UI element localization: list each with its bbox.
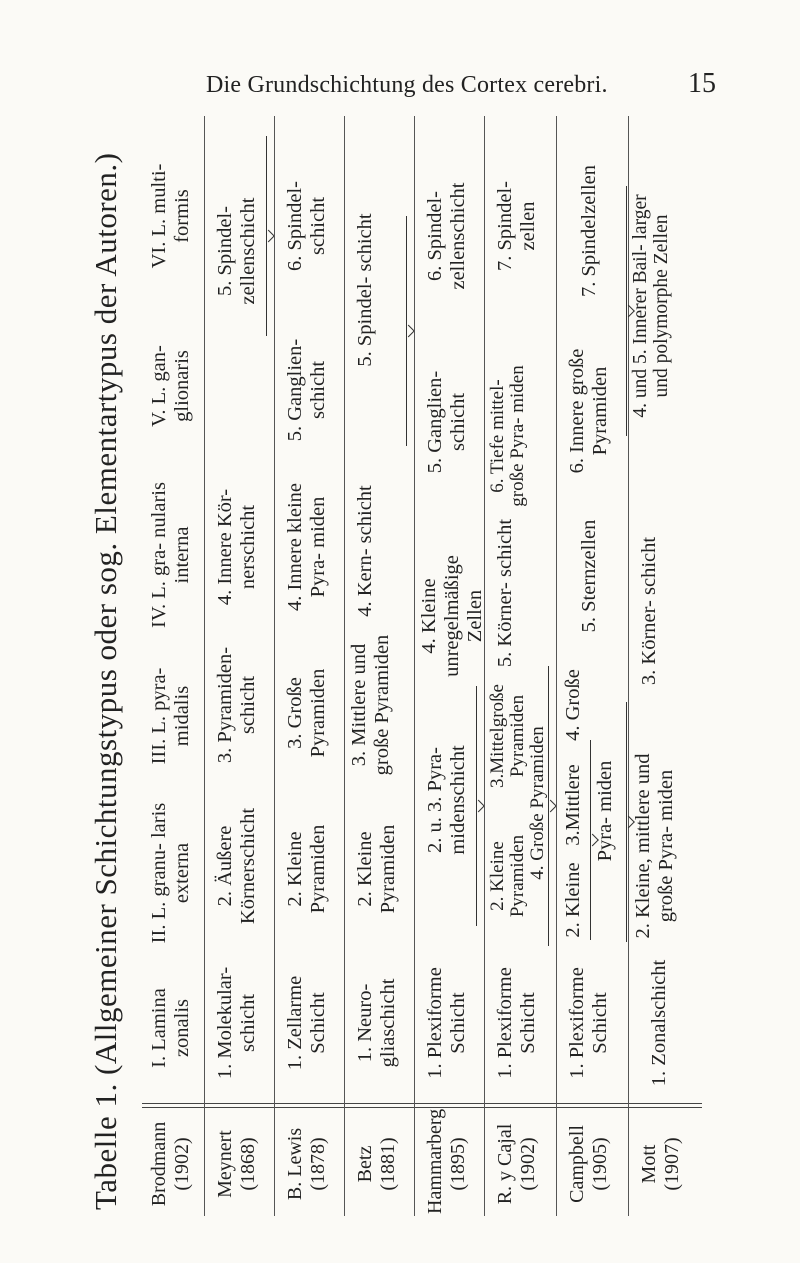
author-name: R. y Cajal <box>494 1123 516 1205</box>
row-separator <box>484 116 485 1216</box>
layer-cell: 2. Äußere Körnerschicht <box>214 807 259 925</box>
row-separator <box>556 116 557 1216</box>
column-divider <box>142 1103 702 1104</box>
layer-cell: 3.Mittelgroße Pyramiden <box>487 684 528 788</box>
layer-cell: 3. Körner- schicht <box>638 536 660 686</box>
layer-cell: V. L. gan- glionaris <box>148 345 193 427</box>
brace <box>548 666 549 946</box>
layer-cell: 2. Kleine Pyramiden <box>487 834 528 918</box>
column-divider <box>142 1107 702 1108</box>
layer-cell: 1. Neuro- gliaschicht <box>354 978 399 1068</box>
layer-cell: 5. Ganglien- schicht <box>424 370 469 474</box>
layer-cell: III. L. pyra- midalis <box>148 667 193 765</box>
author-year: (1868) <box>237 1137 259 1191</box>
author-year: (1902) <box>517 1137 539 1191</box>
author-name: Campbell <box>566 1125 588 1203</box>
page-title: Die Grundschichtung des Cortex cerebri. <box>206 72 608 98</box>
row-separator <box>628 116 629 1216</box>
row-separator <box>344 116 345 1216</box>
brace <box>590 740 591 940</box>
author-year: (1878) <box>307 1137 329 1191</box>
layer-cell: 4. Kern- schicht <box>354 485 376 617</box>
layer-cell: 2. Kleine Pyramiden <box>354 824 399 914</box>
layer-cell: 7. Spindel- zellen <box>494 181 539 271</box>
layer-cell: 6. Innere große Pyramiden <box>566 348 611 474</box>
layer-cell: 6. Spindel- schicht <box>284 181 329 271</box>
author-year: (1881) <box>377 1137 399 1191</box>
brace <box>626 186 627 436</box>
layer-cell: 3. Mittlere und große Pyramiden <box>348 634 393 776</box>
layer-cell: 6. Spindel- zellenschicht <box>424 182 469 290</box>
layer-cell: 2. Kleine Pyramiden <box>284 824 329 914</box>
author-name: Mott <box>638 1144 660 1184</box>
layer-cell: 5. Körner- schicht <box>494 518 516 668</box>
author-name: Betz <box>354 1145 376 1183</box>
layer-cell: 3.Mittlere <box>562 764 584 846</box>
layer-cell: 3. Große Pyramiden <box>284 668 329 758</box>
author-name: B. Lewis <box>284 1127 306 1201</box>
author-name: Meynert <box>214 1130 236 1198</box>
page-number: 15 <box>688 68 716 99</box>
layer-cell: 2. u. 3. Pyra- midenschicht <box>424 745 469 855</box>
layer-cell: VI. L. multi- formis <box>148 163 193 269</box>
layer-cell: 4. Innere kleine Pyra- miden <box>284 482 329 612</box>
layer-cell: 4. Kleine unregelmäßige Zellen <box>418 555 486 677</box>
author-year: (1905) <box>589 1137 611 1191</box>
layer-cell: 1. Zonalschicht <box>648 959 670 1087</box>
layer-cell: 5. Ganglien- schicht <box>284 338 329 442</box>
layer-cell: 1. Plexiforme Schicht <box>566 967 611 1079</box>
row-separator <box>414 116 415 1216</box>
layer-cell: 4. Große Pyramiden <box>527 726 548 880</box>
layer-cell: 4. und 5. Innerer Bail- larger und polymorphe Zellen <box>630 194 672 418</box>
layer-cell: IV. L. gra- nularis interna <box>148 482 193 628</box>
brace <box>626 702 627 942</box>
layer-cell: 4. Innere Kör- nerschicht <box>214 488 259 606</box>
author-year: (1902) <box>171 1137 193 1191</box>
layer-cell: 1. Molekular- schicht <box>214 966 259 1080</box>
layer-cell: 4. Große <box>562 669 584 741</box>
layer-cell: II. L. granu- laris externa <box>148 802 193 944</box>
layer-cell: 6. Tiefe mittel- große Pyra- miden <box>487 365 528 507</box>
brace <box>406 216 407 446</box>
layer-cell: 1. Zellarme Schicht <box>284 975 329 1071</box>
layer-cell: 1. Plexiforme Schicht <box>424 967 469 1079</box>
rotated-table-block <box>80 96 710 1216</box>
layer-cell: 2. Kleine, mittlere und große Pyra- miden <box>632 753 677 939</box>
row-separator <box>274 116 275 1216</box>
layer-cell: 7. Spindelzellen <box>578 164 600 298</box>
author-name: Brodmann <box>148 1121 170 1207</box>
layer-cell: Pyra- miden <box>594 760 616 862</box>
layer-cell: 2. Kleine <box>562 862 584 938</box>
layer-cell: 5. Sternzellen <box>578 519 600 633</box>
layer-cell: 3. Pyramiden- schicht <box>214 646 259 764</box>
layer-cell: 5. Spindel- schicht <box>354 213 376 367</box>
author-year: (1895) <box>447 1137 469 1191</box>
layer-cell: 1. Plexiforme Schicht <box>494 967 539 1079</box>
author-name: Hammarberg <box>424 1108 446 1214</box>
row-separator <box>204 116 205 1216</box>
brace <box>476 686 477 926</box>
author-year: (1907) <box>661 1137 683 1191</box>
layer-cell: I. Lamina zonalis <box>148 988 193 1068</box>
layer-cell: 5. Spindel- zellenschicht <box>214 197 259 305</box>
table-caption: Tabelle 1. (Allgemeiner Schichtungstypus oder sog. Elementartypus der Autoren.) <box>88 152 123 1210</box>
layer-table <box>142 96 702 1216</box>
brace <box>266 136 267 336</box>
